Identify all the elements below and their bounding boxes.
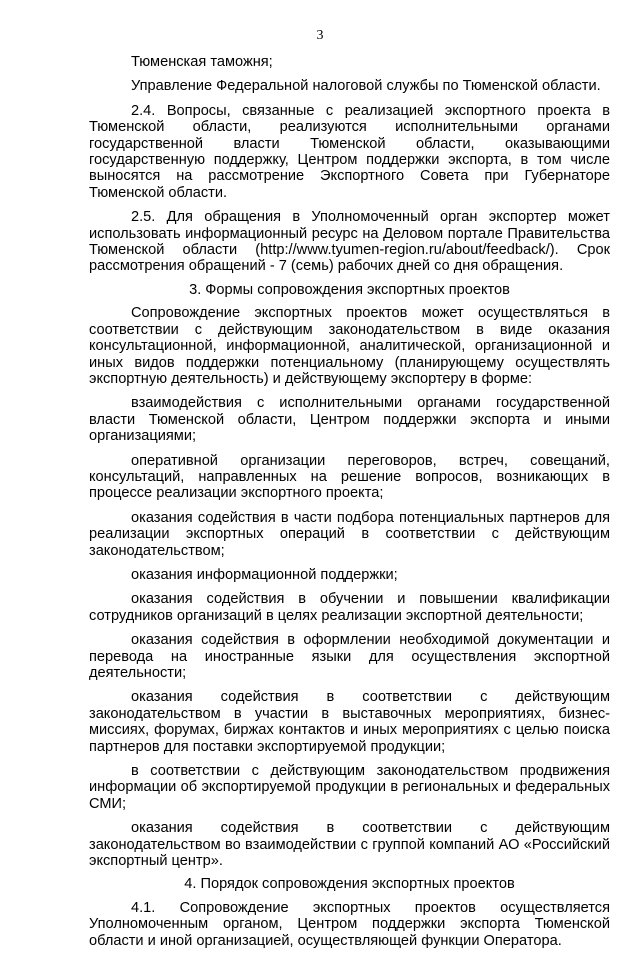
section-3-item: оказания содействия в части подбора потенциальных партнеров для реализации экспортных операций в соответствии с действующим законодательством; bbox=[89, 509, 610, 559]
paragraph-4-1: 4.1. Сопровождение экспортных проектов осуществляется Уполномоченным органом, Центром поддержки экспорта Тюменской области и иной организацией, осуществляющей функции Оператора. bbox=[89, 899, 610, 949]
section-3-heading: 3. Формы сопровождения экспортных проектов bbox=[189, 281, 510, 298]
section-3-item: оперативной организации переговоров, встреч, совещаний, консультаций, направленных на решение вопросов, возникающих в процессе реализации экспортного проекта; bbox=[89, 452, 610, 502]
paragraph-2-5: 2.5. Для обращения в Уполномоченный орган экспортер может использовать информационный ресурс на Деловом портале Правительства Тюменской области (http://www.tyumen-region.ru/about/feedback/). Срок рассмотрения обращений - 7 (семь) рабочих дней со дня обращения. bbox=[89, 209, 610, 275]
paragraph-2-4: 2.4. Вопросы, связанные с реализацией экспортного проекта в Тюменской области, реализуются исполнительными органами государственной власти Тюменской области, оказывающими государственную поддержку, Центром поддержки экспорта, в том числе выносятся на рассмотрение Экспортного Совета при Губернаторе Тюменской области. bbox=[89, 102, 610, 201]
section-3-item: в соответствии с действующим законодательством продвижения информации об экспортируемой продукции в региональных и федеральных СМИ; bbox=[89, 763, 610, 812]
section-3-item: оказания содействия в соответствии с действующим законодательством в участии в выставочных мероприятиях, бизнес-миссиях, форумах, биржах контактов и иных мероприятиях с целью поиска партнеров для поставки экспортируемой продукции; bbox=[89, 689, 610, 755]
section-3-item: оказания содействия в обучении и повышении квалификации сотрудников организаций в целях реализации экспортной деятельности; bbox=[89, 591, 610, 624]
document-body bbox=[89, 54, 610, 957]
section-3-item: оказания содействия в оформлении необходимой документации и перевода на иностранные языки для осуществления экспортной деятельности; bbox=[89, 632, 610, 681]
page-number: 3 bbox=[316, 28, 324, 43]
section-3-intro: Сопровождение экспортных проектов может осуществляться в соответствии с действующим законодательством в виде оказания консультационной, информационной, аналитической, организационной и иных видов поддержки потенциальному (планирующему осуществлять экспортную деятельность) и действующему экспортеру в форме: bbox=[89, 305, 610, 387]
paragraph-tax-service: Управление Федеральной налоговой службы по Тюменской области. bbox=[131, 78, 601, 95]
paragraph-customs: Тюменская таможня; bbox=[131, 54, 273, 70]
section-3-item: взаимодействия с исполнительными органами государственной власти Тюменской области, Центром поддержки экспорта и иными организациями; bbox=[89, 395, 610, 445]
section-3-item: оказания содействия в соответствии с действующим законодательством во взаимодействии с группой компаний АО «Российский экспортный центр». bbox=[89, 820, 610, 870]
section-3-item: оказания информационной поддержки; bbox=[131, 566, 398, 583]
section-4-heading: 4. Порядок сопровождения экспортных проектов bbox=[184, 876, 515, 893]
